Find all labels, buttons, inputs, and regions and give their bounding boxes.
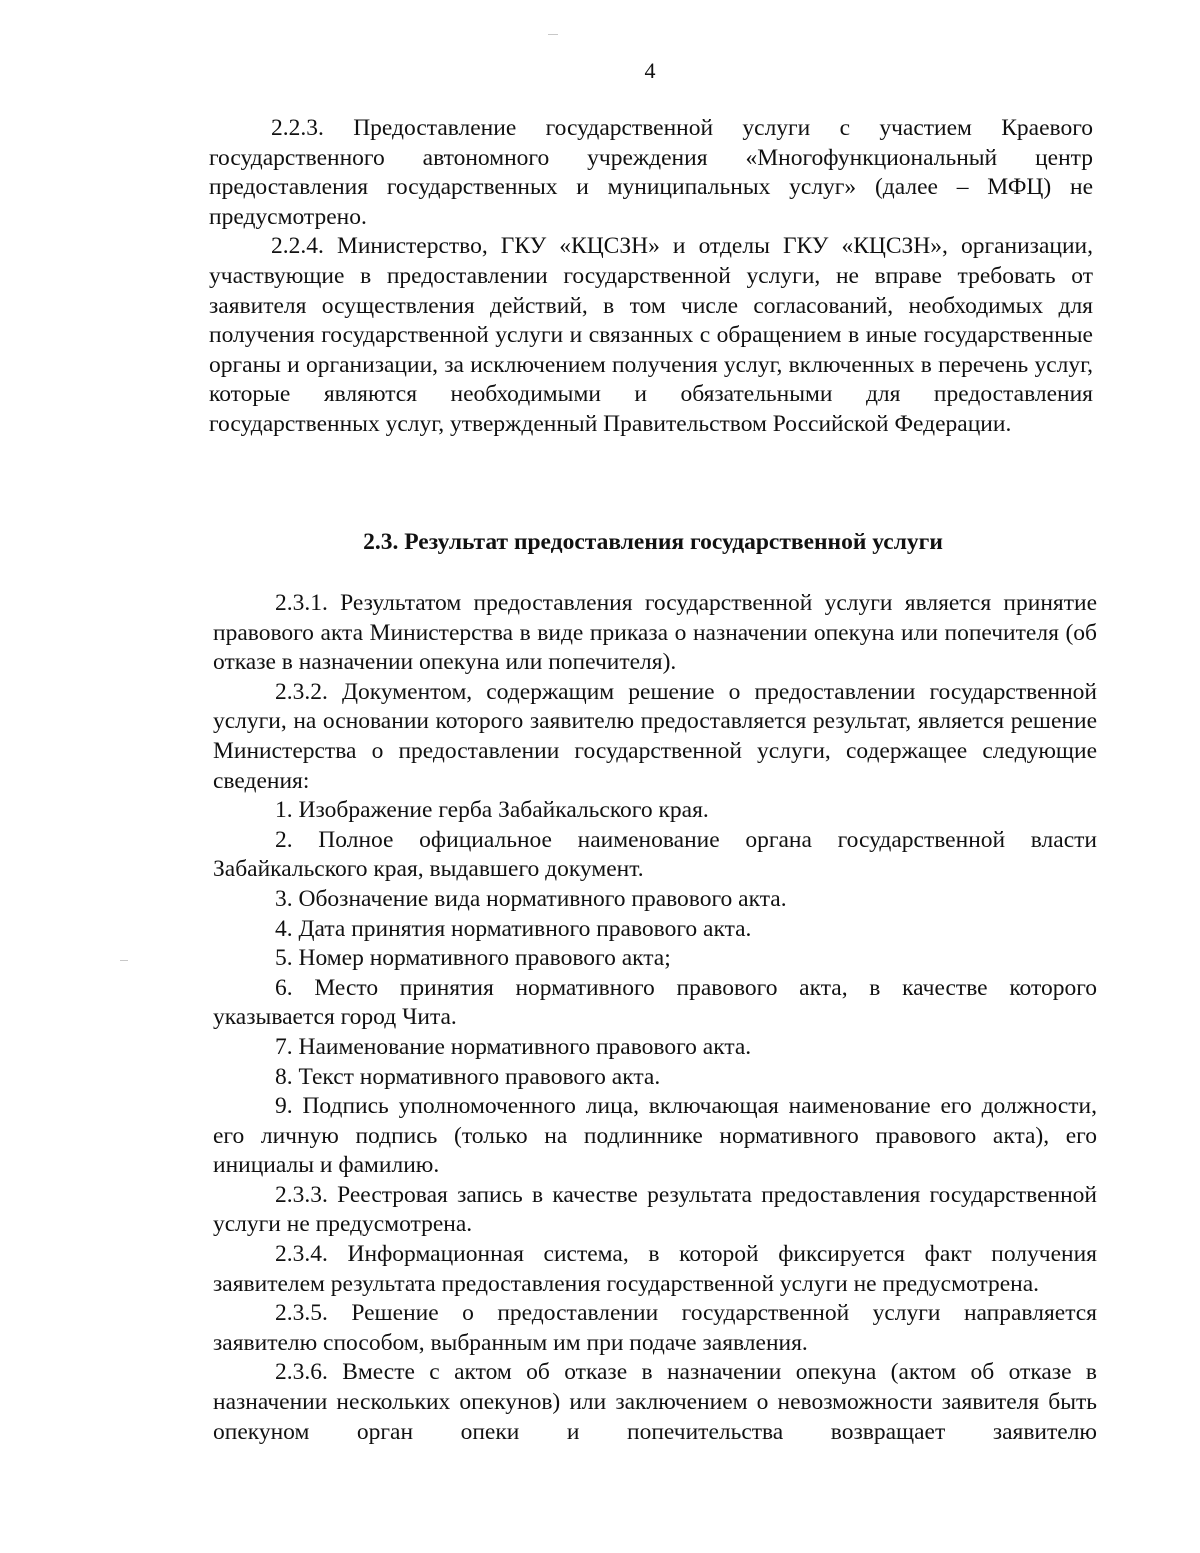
- section-heading: 2.3. Результат предоставления государственной услуги: [363, 529, 943, 555]
- list-item: 1. Изображение герба Забайкальского края.: [275, 797, 709, 824]
- list-item: 9. Подпись уполномоченного лица, включающая наименование его должности, его личную подпись (только на подлиннике нормативного правового акта), его инициалы и фамилию.: [213, 1093, 1097, 1179]
- section-2-3-body: [213, 589, 1097, 1447]
- list-item: 6. Место принятия нормативного правового акта, в качестве которого указывается город Чита.: [213, 974, 1097, 1031]
- paragraph-2-3-3: 2.3.3. Реестровая запись в качестве результата предоставления государственной услуги не предусмотрена.: [213, 1181, 1097, 1238]
- list-item: 2. Полное официальное наименование органа государственной власти Забайкальского края, выдавшего документ.: [213, 826, 1097, 883]
- page-number: 4: [644, 58, 656, 83]
- paragraph-2-3-2: 2.3.2. Документом, содержащим решение о предоставлении государственной услуги, на основании которого заявителю предоставляется результат, является решение Министерства о предоставлении государственной услуги, содержащее следующие сведения:: [213, 678, 1097, 794]
- paragraph-2-3-6: 2.3.6. Вместе с актом об отказе в назначении опекуна (актом об отказе в назначении нескольких опекунов) или заключением о невозможности заявителя быть опекуном орган опеки и попечительства возвращает заявителю: [213, 1359, 1097, 1445]
- scan-artifact: [548, 34, 558, 35]
- list-item: 5. Номер нормативного правового акта;: [275, 945, 671, 972]
- paragraph-2-3-5: 2.3.5. Решение о предоставлении государственной услуги направляется заявителю способом, выбранным им при подаче заявления.: [213, 1300, 1097, 1356]
- paragraph-2-3-4: 2.3.4. Информационная система, в которой фиксируется факт получения заявителем результата предоставления государственной услуги не предусмотрена.: [213, 1241, 1097, 1297]
- list-item: 3. Обозначение вида нормативного правового акта.: [275, 885, 787, 912]
- list-item: 8. Текст нормативного правового акта.: [275, 1063, 661, 1090]
- scan-artifact: [120, 960, 128, 961]
- list-item: 7. Наименование нормативного правового акта.: [275, 1033, 752, 1060]
- paragraph-2-2-3: 2.2.3. Предоставление государственной услуги с участием Краевого государственного автономного учреждения «Многофункциональный центр предоставления государственных и муниципальных услуг» (далее – МФЦ) не предусмотрено.: [209, 115, 1093, 230]
- paragraph-2-2-4: 2.2.4. Министерство, ГКУ «КЦСЗН» и отделы ГКУ «КЦСЗН», организации, участвующие в предоставлении государственной услуги, не вправе требовать от заявителя осуществления действий, в том числе согласований, необходимых для получения государственной услуги и связанных с обращением в иные государственные органы и организации, за исключением получения услуг, включенных в перечень услуг, которые являются необходимыми и обязательными для предоставления государственных услуг, утвержденный Правительством Российской Федерации.: [209, 233, 1093, 437]
- section-2-2-body: [209, 114, 1093, 440]
- list-item: 4. Дата принятия нормативного правового акта.: [275, 915, 752, 942]
- paragraph-2-3-1: 2.3.1. Результатом предоставления государственной услуги является принятие правового акта Министерства в виде приказа о назначении опекуна или попечителя (об отказе в назначении опекуна или попечителя).: [213, 590, 1097, 676]
